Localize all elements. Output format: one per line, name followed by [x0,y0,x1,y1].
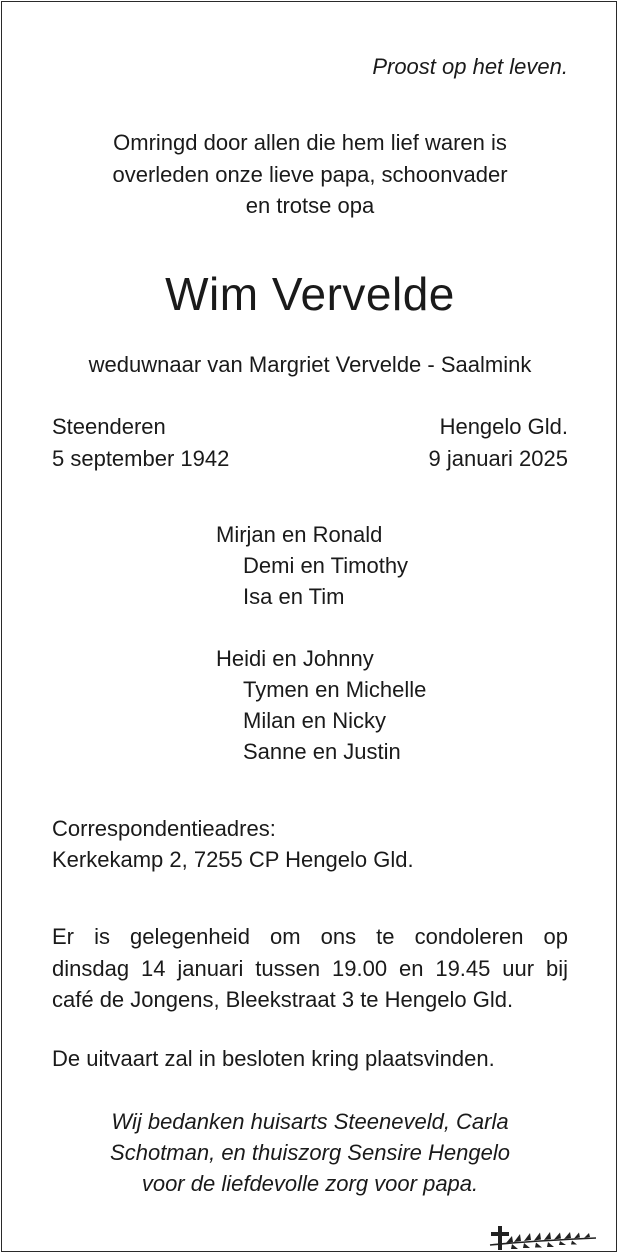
death-date: 9 januari 2025 [428,446,568,471]
condolence-line-3: café de Jongens, Bleekstraat 3 te Hengelo Gld. [52,987,514,1012]
grandchildren-1-1: Demi en Timothy [243,553,409,578]
motto: Proost op het leven. [372,54,568,79]
correspondence-address: Kerkekamp 2, 7255 CP Hengelo Gld. [52,847,414,872]
intro-line-3: en trotse opa [245,193,375,218]
intro-line-2: overleden onze lieve papa, schoonvader [112,162,508,187]
cross-with-branch-icon [484,1218,604,1252]
grandchildren-2-3: Sanne en Justin [243,739,401,764]
grandchildren-1-2: Isa en Tim [243,584,345,609]
funeral-note: De uitvaart zal in besloten kring plaatsvinden. [52,1046,495,1071]
thanks-line-3: voor de liefdevolle zorg voor papa. [141,1171,479,1196]
grandchildren-2-1: Tymen en Michelle [243,677,427,702]
death-place: Hengelo Gld. [439,414,568,439]
thanks-line-1: Wij bedanken huisarts Steeneveld, Carla [111,1109,509,1134]
condolence-line-1: Er is gelegenheid om ons te condoleren op [52,924,568,949]
widower-line: weduwnaar van Margriet Vervelde - Saalmink [88,352,532,377]
family-couple-2: Heidi en Johnny [216,646,374,671]
condolence-line-2: dinsdag 14 januari tussen 19.00 en 19.45 uur bij [52,956,568,981]
deceased-name: Wim Vervelde [165,268,455,320]
thanks-line-2: Schotman, en thuiszorg Sensire Hengelo [110,1140,510,1165]
grandchildren-2-2: Milan en Nicky [243,708,387,733]
family-couple-1: Mirjan en Ronald [216,522,383,547]
correspondence-label: Correspondentieadres: [52,816,276,841]
birth-date: 5 september 1942 [52,446,230,471]
intro-line-1: Omringd door allen die hem lief waren is [113,130,507,155]
birth-place: Steenderen [52,414,166,439]
